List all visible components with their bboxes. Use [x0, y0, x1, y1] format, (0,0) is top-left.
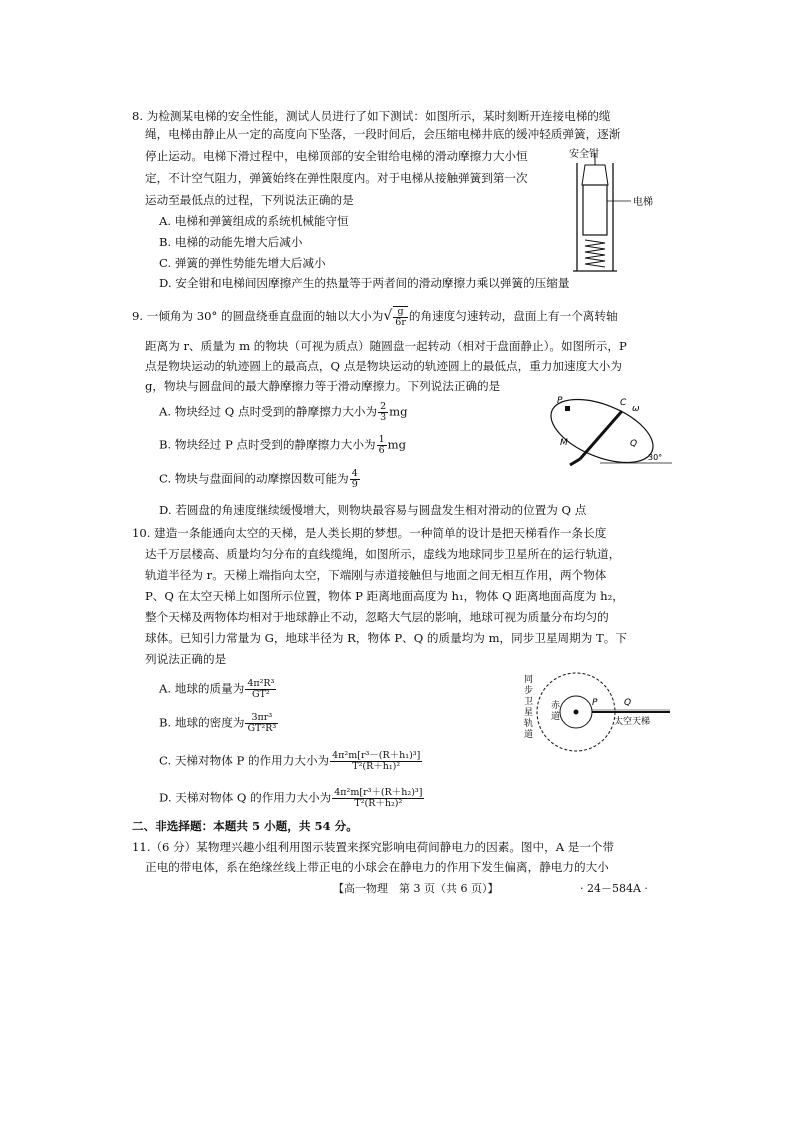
- point-m-label: M: [560, 438, 568, 448]
- equator-char-2: 道: [551, 712, 561, 722]
- q10-line-1: 10. 建造一条能通向太空的天梯，是人类长期的梦想。一种简单的设计是把天梯看作一条长度: [132, 526, 607, 540]
- q8-line-2: 绳，电梯由静止从一定的高度向下坠落，一段时间后，会压缩电梯井底的缓冲轻质弹簧，逐渐: [145, 127, 621, 141]
- q10-line-3: 轨道半径为 r。天梯上端指向太空，下端刚与赤道接触但与地面之间无相互作用，两个物体: [145, 568, 607, 582]
- q8-option-c: C. 弹簧的弹性势能先增大后减小: [159, 256, 326, 270]
- point-p-label: P: [557, 396, 563, 406]
- safety-clamp-label: 安全钳: [569, 149, 599, 160]
- q10-option-b: B. 地球的密度为 $\frac{\text{3πr³}}{\text{GT²R³}}$: [159, 712, 277, 734]
- q10-line-7: 列说法正确的是: [145, 652, 227, 666]
- orbit-char-2: 步: [524, 686, 534, 696]
- q9-option-b: B. 物块经过 P 点时受到的静摩擦力大小为 $\frac{1}{6}$ mg: [159, 434, 407, 456]
- orbit-char-6: 道: [524, 730, 534, 740]
- orbit-char-3: 卫: [524, 697, 534, 707]
- q8-line-3: 停止运动。电梯下滑过程中，电梯顶部的安全钳给电梯的滑动摩擦力大小恒: [145, 149, 528, 163]
- elevator-car: [583, 185, 607, 235]
- q10-option-d: D. 天梯对物体 Q 的作用力大小为 $\frac{\text{4π²m[r³＋(R＋h₂)³]}}{\text{T²(R＋h₂)²}}$: [159, 787, 423, 809]
- object-p-label: P: [592, 698, 598, 708]
- footer-code: · 24－584A ·: [580, 882, 648, 895]
- q10-line-2: 达千万层楼高、质量均匀分布的直线缆绳，如图所示，虚线为地球同步卫星所在的运行轨道，: [145, 547, 621, 561]
- q10-line-6: 球体。已知引力常量为 G，地球半径为 R，物体 P、Q 的质量均为 m，同步卫星周期为 T。下: [145, 631, 627, 645]
- q9-option-c: C. 物块与盘面间的动摩擦因数可能为 $\frac{4}{9}$: [159, 468, 358, 490]
- q8-line-5: 运动至最低点的过程，下列说法正确的是: [145, 193, 354, 207]
- q8-option-a: A. 电梯和弹簧组成的系统机械能守恒: [159, 214, 349, 228]
- equator-char-1: 赤: [551, 701, 561, 711]
- point-q-label: Q: [630, 439, 638, 449]
- q11-line-2: 正电的带电体，系在绝缘丝线上带正电的小球会在静电力的作用下发生偏离，静电力的大小: [145, 860, 609, 874]
- footer-page-info: 【高一物理 第 3 页（共 6 页）】: [333, 882, 499, 895]
- q10-line-5: 整个天梯及两物体均相对于地球静止不动，忽略大气层的影响，地球可视为质量分布均匀的: [145, 610, 609, 624]
- q9-option-a: A. 物块经过 Q 点时受到的静摩擦力大小为 $\frac{2}{3}$ mg: [159, 401, 408, 423]
- elevator-label: 电梯: [633, 197, 653, 208]
- q8-option-d: D. 安全钳和电梯间因摩擦产生的热量等于两者间的滑动摩擦力乘以弹簧的压缩量: [159, 276, 570, 290]
- q9-line-3: 点是物块运动的轨迹圆上的最高点，Q 点是物块运动的轨迹圆上的最低点，重力加速度大小为: [145, 359, 622, 373]
- q10-option-a: A. 地球的质量为 $\frac{\text{4π²R³}}{\text{GT²}}$: [159, 678, 275, 700]
- q11-line-1: 11.（6 分）某物理兴趣小组利用图示装置来探究影响电荷间静电力的因素。图中，A 是一个带: [132, 840, 615, 854]
- sync-orbit-label: [524, 674, 536, 740]
- q10-line-4: P、Q 在太空天梯上如图所示位置，物体 P 距离地面高度为 h₁，物体 Q 距离地面高度为 h₂，: [145, 589, 624, 603]
- q8-line-1: 8. 为检测某电梯的安全性能，测试人员进行了如下测试：如图所示，某时刻断开连接电梯的缆: [132, 109, 611, 123]
- space-ladder-label: 太空天梯: [614, 717, 651, 727]
- point-c-label: C: [620, 398, 627, 408]
- object-q-label: Q: [624, 698, 632, 708]
- elevator-figure: [565, 145, 675, 273]
- orbit-char-5: 轨: [524, 719, 534, 729]
- space-elevator-figure: [520, 670, 680, 760]
- tilted-disk-figure: [540, 393, 675, 471]
- angle-label: 30°: [648, 453, 663, 462]
- q9-line-2: 距离为 r、质量为 m 的物块（可视为质点）随圆盘一起转动（相对于盘面静止）。如图所示，P: [145, 339, 627, 353]
- orbit-char-4: 星: [524, 708, 534, 718]
- q8-line-4: 定，不计空气阻力，弹簧始终在弹性限度内。对于电梯从接触弹簧到第一次: [145, 171, 528, 185]
- omega-label: ω: [632, 404, 640, 414]
- buffer-spring: [585, 240, 605, 267]
- q9-line-1: 9. 一倾角为 30° 的圆盘绕垂直盘面的轴以大小为√ $\frac{g}{6r}$ 的角速度匀速转动，盘面上有一个离转轴: [132, 306, 618, 328]
- q10-option-c: C. 天梯对物体 P 的作用力大小为 $\frac{\text{4π²m[r³－(R＋h₁)³]}}{\text{T²(R＋h₁)²}}$: [159, 750, 421, 772]
- q9-line-4: g，物块与圆盘间的最大静摩擦力等于滑动摩擦力。下列说法正确的是: [145, 379, 501, 393]
- section-2-heading: 二、非选择题：本题共 5 小题，共 54 分。: [132, 819, 358, 833]
- q8-option-b: B. 电梯的动能先增大后减小: [159, 235, 303, 249]
- orbit-char-1: 同: [524, 675, 534, 685]
- q9-option-d: D. 若圆盘的角速度继续缓慢增大，则物块最容易与圆盘发生相对滑动的位置为 Q 点: [159, 503, 587, 517]
